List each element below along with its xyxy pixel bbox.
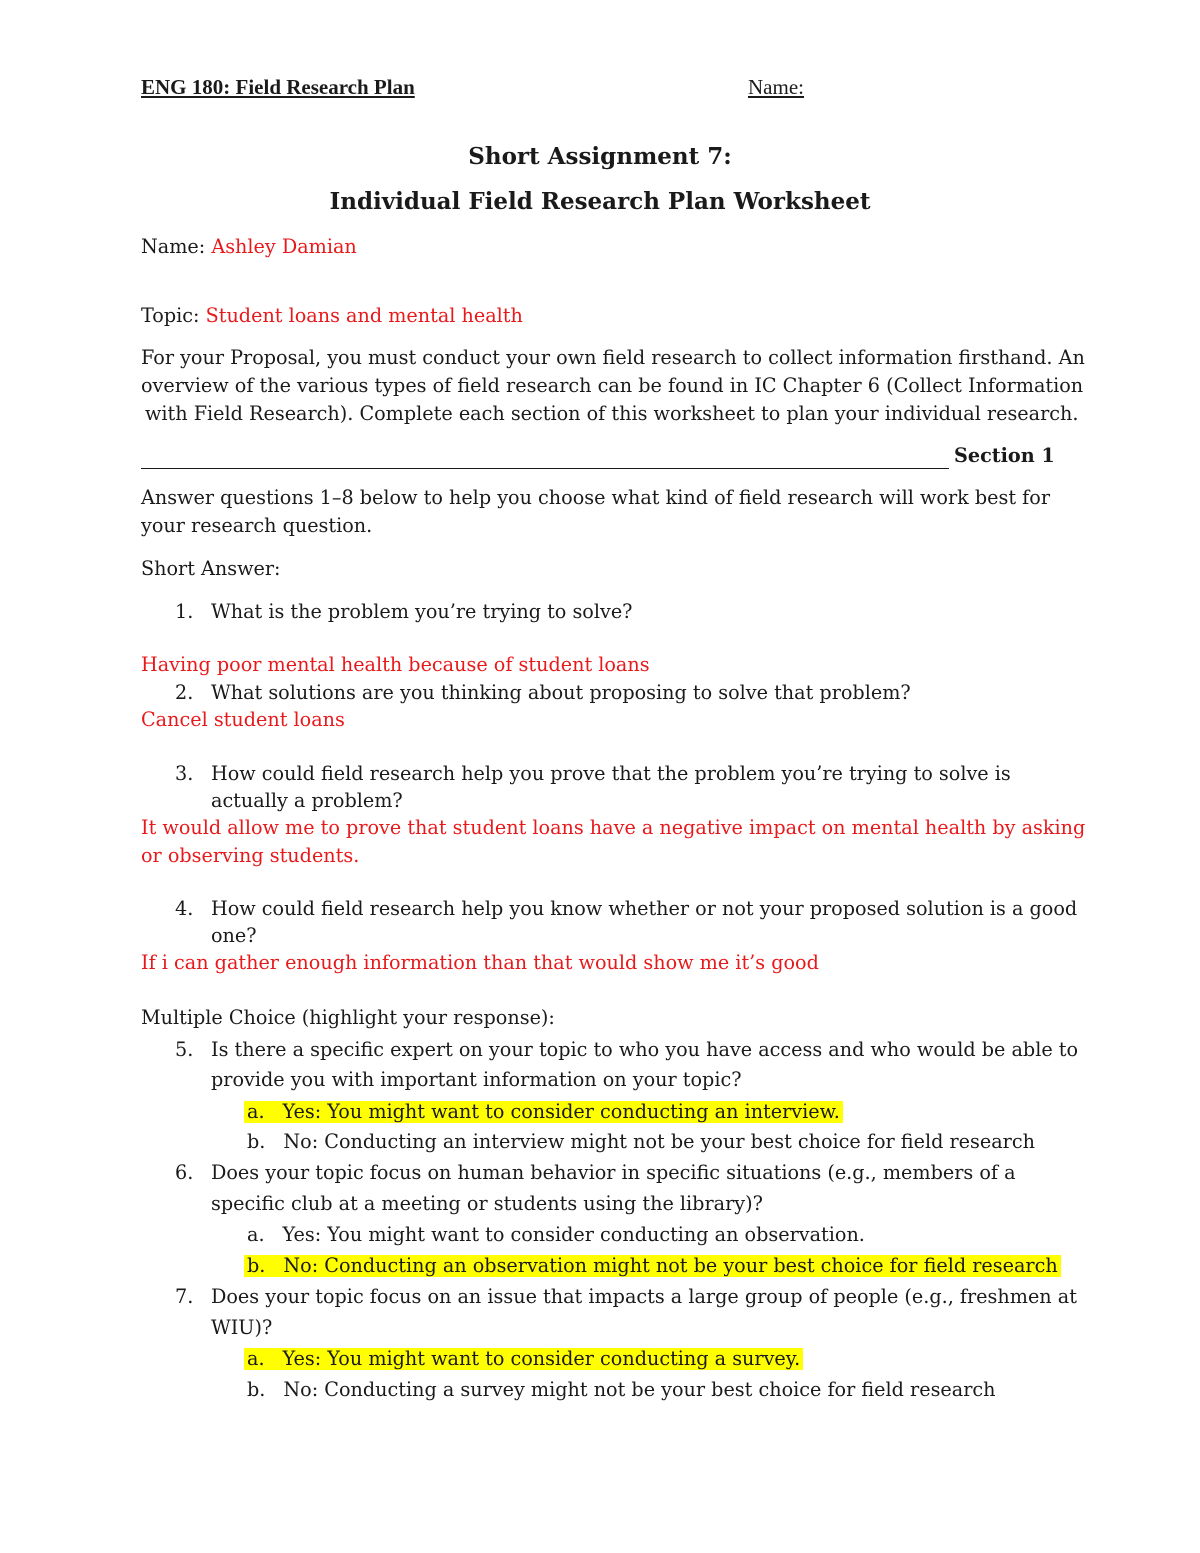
q4-text-line-1: How could field research help you know whether or not your proposed solution is a good: [211, 897, 1078, 920]
q5-number: 5.: [175, 1038, 194, 1061]
q2-number: 2.: [175, 681, 194, 704]
q5-option-b: [247, 1132, 1035, 1151]
q7-option-b: [247, 1380, 996, 1399]
q3-text-line-1: How could field research help you prove that the problem you’re trying to solve is: [211, 762, 1011, 785]
student-name-line: [141, 237, 357, 256]
q5-option-b-letter: b.: [247, 1130, 266, 1153]
short-answer-label: Short Answer:: [141, 557, 281, 580]
q6-option-a: [247, 1225, 865, 1244]
instructions-line-2: your research question.: [141, 514, 373, 537]
multiple-choice-label: Multiple Choice (highlight your response):: [141, 1006, 555, 1029]
intro-line-3: with Field Research). Complete each section of this worksheet to plan your individual research.: [145, 402, 1079, 425]
q7-option-b-text: No: Conducting a survey might not be your best choice for field research: [283, 1378, 996, 1401]
name-header-label: Name:: [748, 75, 804, 99]
q2-text: What solutions are you thinking about proposing to solve that problem?: [211, 681, 911, 704]
q2-answer: Cancel student loans: [141, 708, 345, 731]
q7-text-line-2: WIU)?: [211, 1316, 273, 1339]
topic-label: Topic:: [141, 304, 206, 327]
q7-option-b-letter: b.: [247, 1378, 266, 1401]
q7-option-a-letter: a.: [247, 1347, 265, 1370]
name-label: Name:: [141, 235, 212, 258]
q5-text-line-1: Is there a specific expert on your topic to who you have access and who would be able to: [211, 1038, 1079, 1061]
q4-answer: If i can gather enough information than that would show me it’s good: [141, 951, 819, 974]
q4-text-line-2: one?: [211, 924, 257, 947]
q6-option-b-letter: b.: [247, 1254, 266, 1277]
q3-number: 3.: [175, 762, 194, 785]
intro-line-1: For your Proposal, you must conduct your own field research to collect information firsthand. An: [141, 346, 1085, 369]
q6-text-line-2: specific club at a meeting or students using the library)?: [211, 1192, 763, 1215]
q3-answer-line-1: It would allow me to prove that student loans have a negative impact on mental health by asking: [141, 816, 1086, 839]
topic-line: [141, 306, 523, 325]
q4-number: 4.: [175, 897, 194, 920]
q6-option-b-highlighted: [244, 1255, 1061, 1277]
q5-text-line-2: provide you with important information on your topic?: [211, 1068, 742, 1091]
topic-value: Student loans and mental health: [205, 304, 523, 327]
q6-number: 6.: [175, 1161, 194, 1184]
q5-option-a-text: Yes: You might want to consider conducting an interview.: [282, 1100, 840, 1123]
student-name-value: Ashley Damian: [211, 235, 357, 258]
q5-option-a-letter: a.: [247, 1100, 265, 1123]
section-divider: [141, 468, 949, 469]
q1-answer: Having poor mental health because of student loans: [141, 653, 650, 676]
q6-text-line-1: Does your topic focus on human behavior in specific situations (e.g., members of a: [211, 1161, 1016, 1184]
q5-option-b-text: No: Conducting an interview might not be your best choice for field research: [283, 1130, 1035, 1153]
q3-answer-line-2: or observing students.: [141, 844, 360, 867]
title-line-1: Short Assignment 7:: [468, 143, 732, 170]
q7-option-a-text: Yes: You might want to consider conducting a survey.: [282, 1347, 801, 1370]
q7-number: 7.: [175, 1285, 194, 1308]
title-line-2: Individual Field Research Plan Worksheet: [329, 188, 871, 215]
q5-option-a-highlighted: [244, 1101, 843, 1123]
q6-option-b-text: No: Conducting an observation might not be your best choice for field research: [283, 1254, 1058, 1277]
q7-text-line-1: Does your topic focus on an issue that impacts a large group of people (e.g., freshmen at: [211, 1285, 1077, 1308]
course-header: ENG 180: Field Research Plan: [141, 75, 415, 99]
q7-option-a-highlighted: [244, 1348, 803, 1370]
q3-text-line-2: actually a problem?: [211, 789, 403, 812]
instructions-line-1: Answer questions 1–8 below to help you choose what kind of field research will work best for: [141, 486, 1050, 509]
q1-number: 1.: [175, 600, 194, 623]
section-label: Section 1: [954, 444, 1055, 467]
q1-text: What is the problem you’re trying to solve?: [211, 600, 633, 623]
q6-option-a-text: Yes: You might want to consider conducting an observation.: [282, 1223, 865, 1246]
intro-line-2: overview of the various types of field research can be found in IC Chapter 6 (Collect Information: [141, 374, 1084, 397]
q6-option-a-letter: a.: [247, 1223, 265, 1246]
